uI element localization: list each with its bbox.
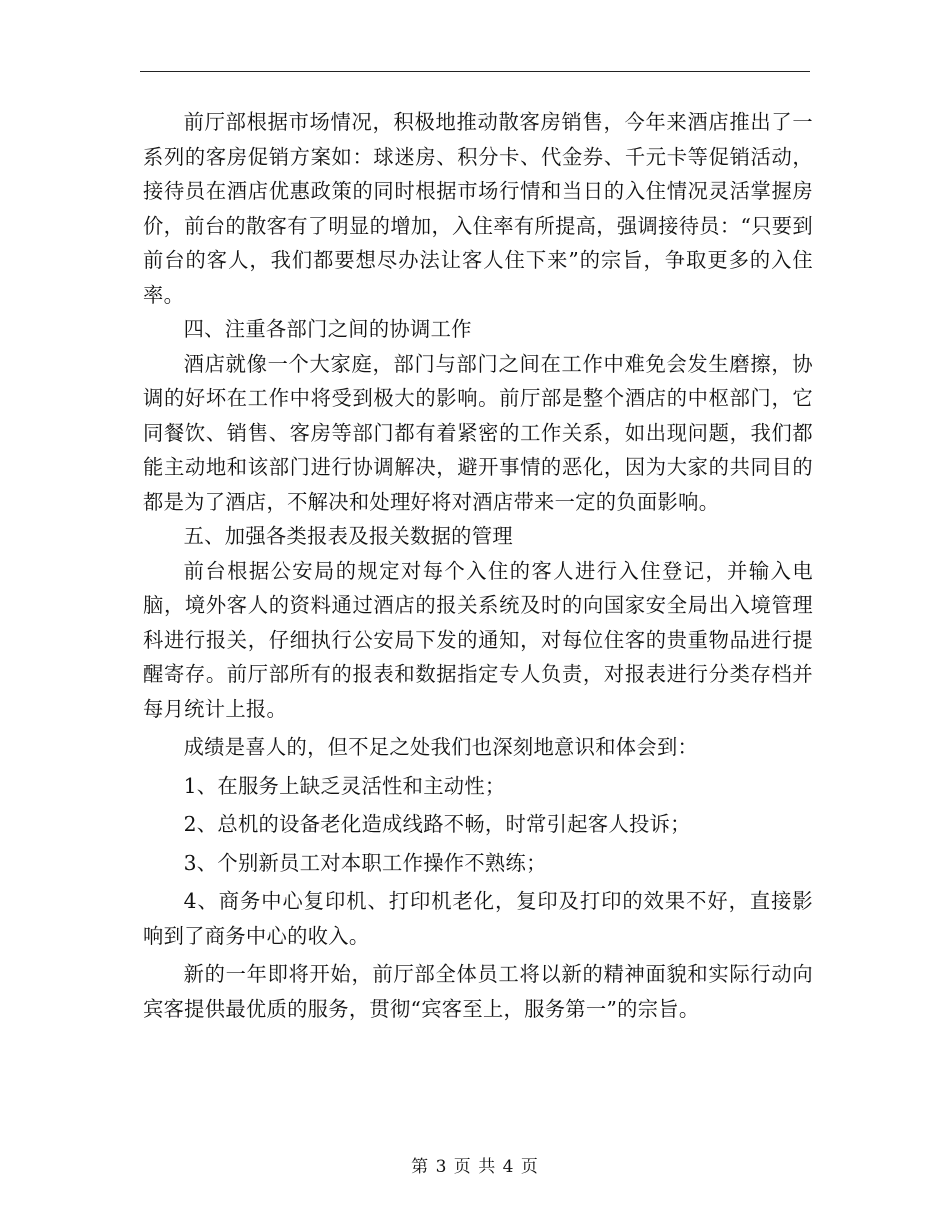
paragraph-reports: 前台根据公安局的规定对每个入住的客人进行入住登记，并输入电脑，境外客人的资料通过酒店的报关系统及时的向国家安全局出入境管理科进行报关，仔细执行公安局下发的通知，对每位住客的贵重物品进行提醒寄存。前厅部所有的报表和数据指定专人负责，对报表进行分类存档并每月统计上报。	[143, 558, 813, 721]
paragraph-shortcomings-intro: 成绩是喜人的，但不足之处我们也深刻地意识和体会到：	[183, 735, 699, 759]
paragraph-room-sales: 前厅部根据市场情况，积极地推动散客房销售，今年来酒店推出了一系列的客房促销方案如：球迷房、积分卡、代金券、千元卡等促销活动，接待员在酒店优惠政策的同时根据市场行情和当日的入住情况灵活掌握房价，前台的散客有了明显的增加，入住率有所提高，强调接待员：“只要到前台的客人，我们都要想尽办法让客人住下来”的宗旨，争取更多的入住率。	[143, 110, 813, 307]
paragraph-coordination: 酒店就像一个大家庭，部门与部门之间在工作中难免会发生磨擦，协调的好坏在工作中将受到极大的影响。前厅部是整个酒店的中枢部门，它同餐饮、销售、客房等部门都有着紧密的工作关系，如出现问题，我们都能主动地和该部门进行协调解决，避开事情的恶化，因为大家的共同目的都是为了酒店，不解决和处理好将对酒店带来一定的负面影响。	[143, 351, 813, 514]
section-heading-coordination: 四、注重各部门之间的协调工作	[183, 317, 472, 341]
section-heading-reports: 五、加强各类报表及报关数据的管理	[183, 524, 513, 548]
list-item-shortcoming-2: 2、总机的设备老化造成线路不畅，时常引起客人投诉；	[183, 812, 691, 836]
header-rule	[140, 71, 810, 72]
list-item-shortcoming-1: 1、在服务上缺乏灵活性和主动性；	[183, 773, 506, 798]
list-item-shortcoming-3: 3、个别新员工对本职工作操作不熟练；	[183, 850, 547, 875]
paragraph-conclusion: 新的一年即将开始，前厅部全体员工将以新的精神面貌和实际行动向宾客提供最优质的服务，贯彻“宾客至上，服务第一”的宗旨。	[143, 962, 813, 1021]
page-number-footer: 第 3 页 共 4 页	[411, 1157, 539, 1177]
list-item-shortcoming-4: 4、商务中心复印机、打印机老化，复印及打印的效果不好，直接影响到了商务中心的收入。	[143, 889, 813, 948]
document-body	[143, 105, 813, 1026]
